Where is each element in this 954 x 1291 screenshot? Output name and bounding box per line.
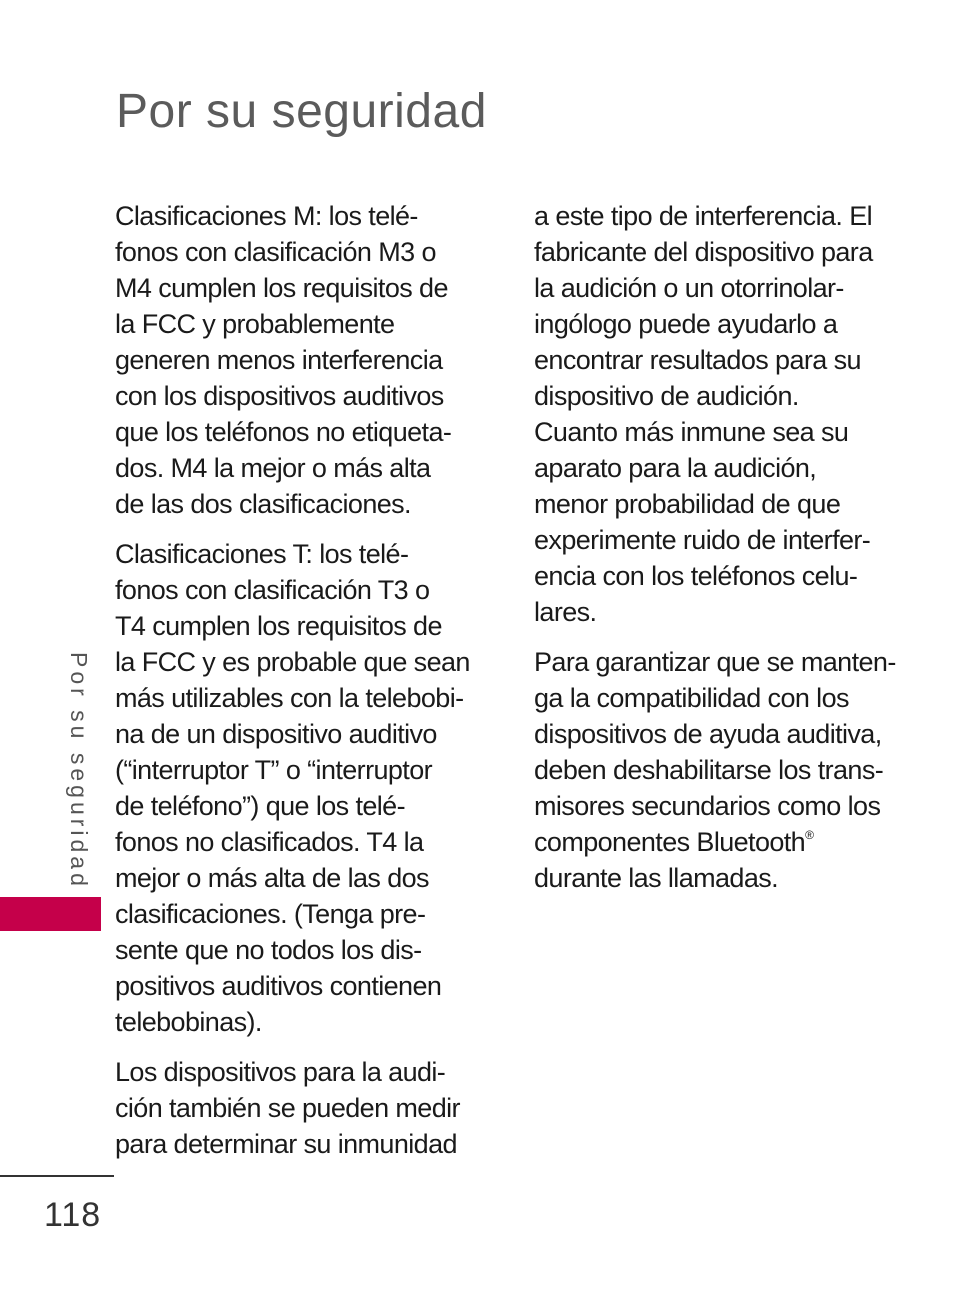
text-line: misores secundarios como los	[534, 791, 881, 821]
footer-divider	[0, 1175, 114, 1177]
text-line: experimente ruido de interfer-	[534, 525, 871, 555]
text-line: clasificaciones. (Tenga pre-	[115, 899, 426, 929]
text-line: la audición o un otorrinolar-	[534, 273, 844, 303]
text-line: de teléfono”) que los telé-	[115, 791, 405, 821]
text-line: fonos con clasificación M3 o	[115, 237, 436, 267]
text-line: T4 cumplen los requisitos de	[115, 611, 442, 641]
text-line: con los dispositivos auditivos	[115, 381, 444, 411]
text-line: Para garantizar que se manten-	[534, 647, 896, 677]
text-fragment: los telé-	[321, 201, 418, 231]
text-fragment: componentes Bluetooth	[534, 827, 806, 857]
text-line: lares.	[534, 597, 597, 627]
text-line: (“interruptor T” o “interruptor	[115, 755, 433, 785]
text-line	[534, 824, 904, 860]
text-line: más utilizables con la telebobi-	[115, 683, 464, 713]
text-line: dispositivo de audición.	[534, 381, 799, 411]
text-line: ción también se pueden medir	[115, 1093, 460, 1123]
text-line: deben deshabilitarse los trans-	[534, 755, 884, 785]
text-line: la FCC y es probable que sean	[115, 647, 470, 677]
text-line: para determinar su inmunidad	[115, 1129, 457, 1159]
paragraph-hearing-devices	[115, 1054, 480, 1162]
text-line: Cuanto más inmune sea su	[534, 417, 849, 447]
heading-ratings-t: Clasificaciones T	[115, 539, 306, 569]
text-line: a este tipo de interferencia. El	[534, 201, 873, 231]
text-line: ingólogo puede ayudarlo a	[534, 309, 838, 339]
text-line: que los teléfonos no etiqueta-	[115, 417, 452, 447]
section-tab-marker	[0, 897, 101, 931]
paragraph-bluetooth	[534, 644, 904, 896]
text-line: M4 cumplen los requisitos de	[115, 273, 448, 303]
text-line: la FCC y probablemente	[115, 309, 395, 339]
paragraph-interference-continued	[534, 198, 904, 630]
text-line: sente que no todos los dis-	[115, 935, 422, 965]
text-line: mejor o más alta de las dos	[115, 863, 429, 893]
left-column	[115, 198, 480, 1176]
heading-ratings-m: Clasificaciones M:	[115, 201, 322, 231]
text-line: generen menos interferencia	[115, 345, 443, 375]
text-line: na de un dispositivo auditivo	[115, 719, 437, 749]
text-line: de las dos clasificaciones.	[115, 489, 411, 519]
section-side-label: Por su seguridad	[66, 652, 92, 890]
text-line	[115, 536, 480, 572]
text-line: ga la compatibilidad con los	[534, 683, 849, 713]
text-line	[115, 198, 480, 234]
paragraph-ratings-m	[115, 198, 480, 522]
text-line: aparato para la audición,	[534, 453, 817, 483]
text-line: Los dispositivos para la audi-	[115, 1057, 446, 1087]
text-line: menor probabilidad de que	[534, 489, 841, 519]
right-column	[534, 198, 904, 910]
text-line: fabricante del dispositivo para	[534, 237, 873, 267]
text-line: fonos no clasificados. T4 la	[115, 827, 424, 857]
text-line: encia con los teléfonos celu-	[534, 561, 858, 591]
text-line: durante las llamadas.	[534, 863, 779, 893]
text-line: positivos auditivos contienen	[115, 971, 442, 1001]
text-line: encontrar resultados para su	[534, 345, 861, 375]
text-line: fonos con clasificación T3 o	[115, 575, 430, 605]
text-line: dos. M4 la mejor o más alta	[115, 453, 431, 483]
text-fragment: : los telé-	[305, 539, 409, 569]
text-line: telebobinas).	[115, 1007, 262, 1037]
paragraph-ratings-t	[115, 536, 480, 1040]
registered-mark: ®	[805, 828, 814, 842]
page-title: Por su seguridad	[116, 85, 487, 138]
text-line: dispositivos de ayuda auditiva,	[534, 719, 882, 749]
page-number: 118	[44, 1196, 102, 1234]
